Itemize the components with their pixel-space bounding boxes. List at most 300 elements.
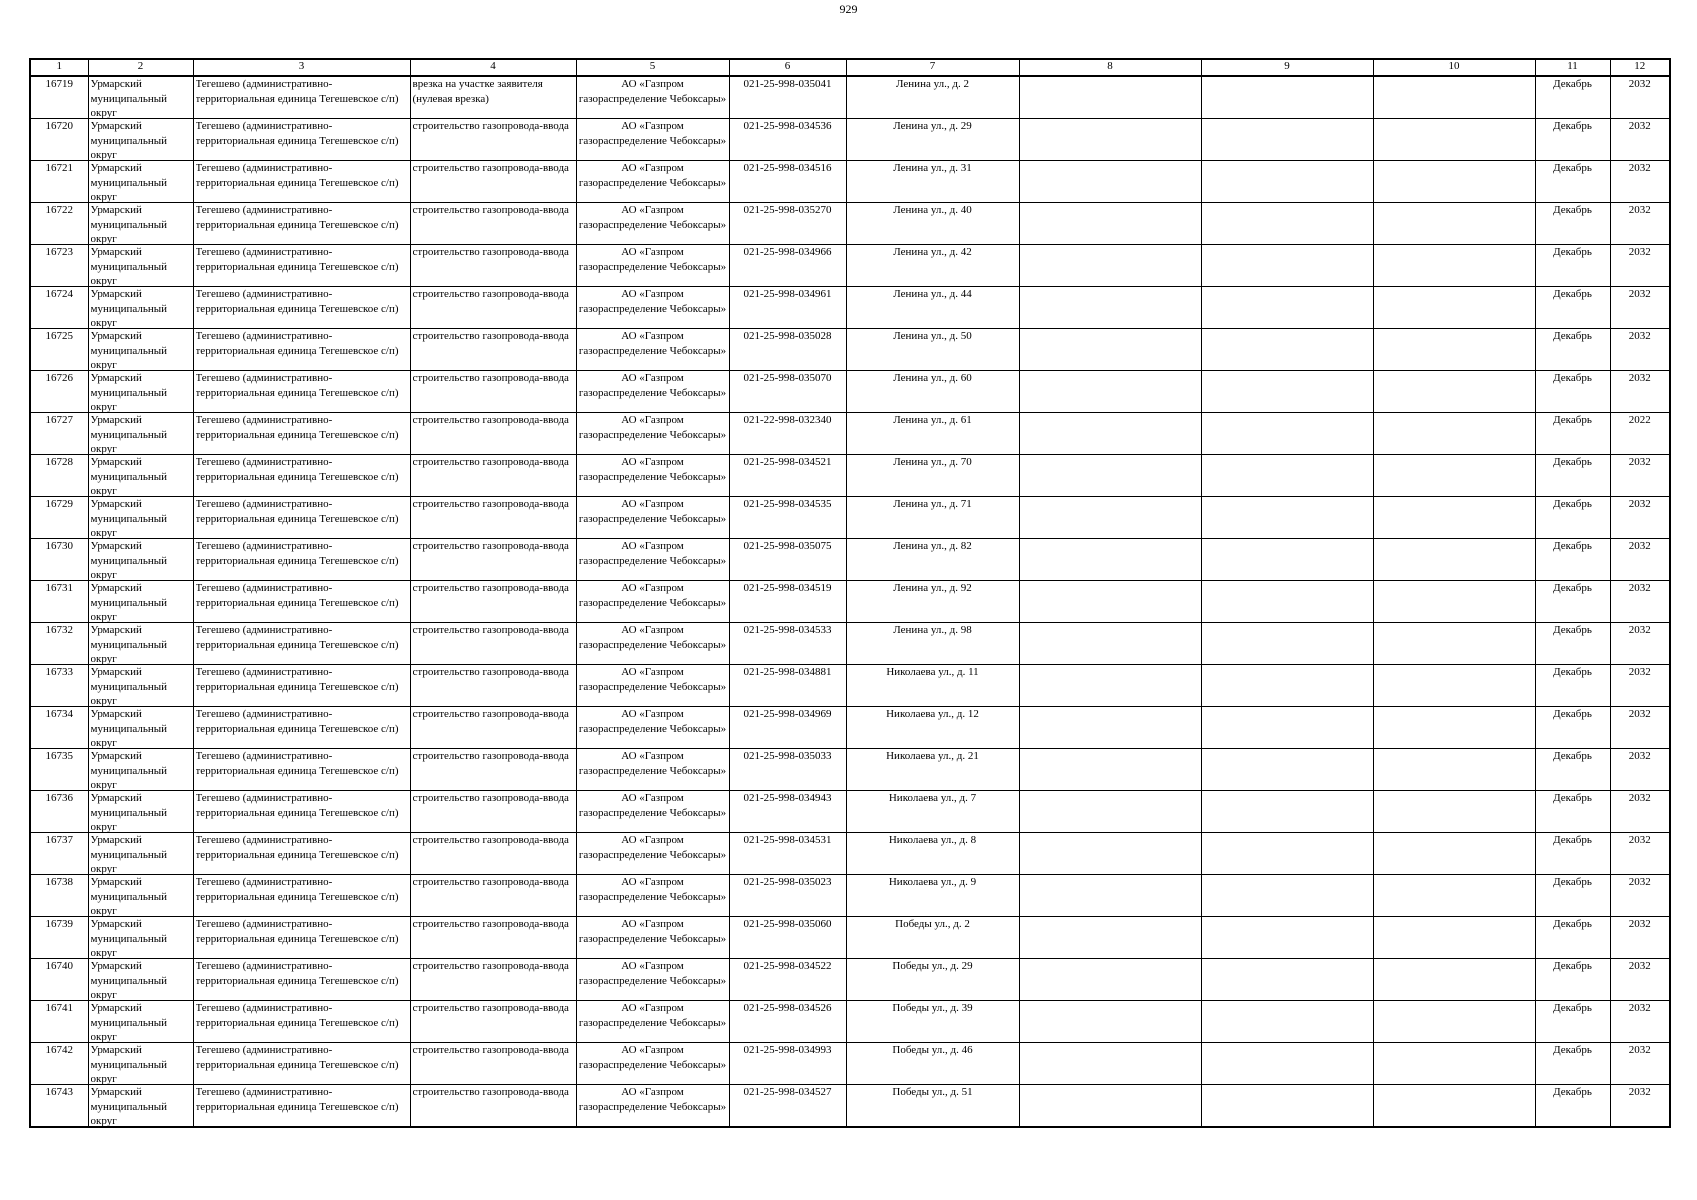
cell-district-text: Урмарский муниципальный округ	[90, 750, 168, 790]
cell-work-type	[410, 413, 576, 455]
cell-year-text: 2032	[1628, 708, 1651, 720]
cell-locality	[193, 203, 410, 245]
cell-work-type-text: строительство газопровода-ввода	[412, 960, 569, 972]
cell-month	[1535, 455, 1610, 497]
cell-code	[729, 329, 846, 371]
cell-col-10	[1373, 287, 1535, 329]
cell-district	[88, 581, 193, 623]
cell-month-text: Декабрь	[1553, 834, 1592, 846]
cell-year	[1610, 665, 1670, 707]
cell-number	[30, 455, 88, 497]
cell-col-10	[1373, 161, 1535, 203]
cell-address-text: Победы ул., д. 51	[892, 1086, 973, 1098]
cell-address	[846, 497, 1019, 539]
cell-year	[1610, 581, 1670, 623]
cell-col-10	[1373, 791, 1535, 833]
cell-month	[1535, 329, 1610, 371]
cell-year	[1610, 1001, 1670, 1043]
cell-col-10	[1373, 875, 1535, 917]
cell-organization-text: АО «Газпром газораспределение Чебоксары»	[578, 498, 727, 525]
cell-organization-text: АО «Газпром газораспределение Чебоксары»	[578, 330, 727, 357]
cell-locality-text: Тегешево (административно-территориальная единица Тегешевское с/п)	[195, 708, 399, 735]
cell-district	[88, 76, 193, 119]
column-header-5: 5	[576, 59, 729, 76]
cell-address-text: Николаева ул., д. 21	[886, 750, 979, 762]
cell-locality-text: Тегешево (административно-территориальная единица Тегешевское с/п)	[195, 162, 399, 189]
cell-year	[1610, 791, 1670, 833]
table-row	[30, 539, 1670, 581]
cell-district-text: Урмарский муниципальный округ	[90, 288, 168, 328]
cell-year-text: 2032	[1628, 750, 1651, 762]
cell-address	[846, 245, 1019, 287]
cell-year	[1610, 119, 1670, 161]
cell-month-text: Декабрь	[1553, 288, 1592, 300]
cell-month-text: Декабрь	[1553, 1044, 1592, 1056]
cell-locality-text: Тегешево (административно-территориальная единица Тегешевское с/п)	[195, 582, 399, 609]
cell-year	[1610, 455, 1670, 497]
cell-year-text: 2032	[1628, 876, 1651, 888]
table-row	[30, 833, 1670, 875]
cell-code-text: 021-25-998-034522	[743, 960, 832, 972]
cell-district	[88, 1043, 193, 1085]
cell-organization	[576, 833, 729, 875]
cell-address-text: Победы ул., д. 2	[895, 918, 970, 930]
cell-year	[1610, 1085, 1670, 1128]
cell-code-text: 021-25-998-035270	[743, 204, 832, 216]
cell-work-type	[410, 1085, 576, 1128]
cell-organization-text: АО «Газпром газораспределение Чебоксары»	[578, 540, 727, 567]
cell-work-type-text: строительство газопровода-ввода	[412, 708, 569, 720]
cell-number-text: 16741	[45, 1002, 73, 1014]
cell-code	[729, 875, 846, 917]
cell-work-type	[410, 76, 576, 119]
cell-code-text: 021-25-998-035070	[743, 372, 832, 384]
cell-district-text: Урмарский муниципальный округ	[90, 330, 168, 370]
cell-work-type-text: строительство газопровода-ввода	[412, 120, 569, 132]
cell-locality-text: Тегешево (административно-территориальная единица Тегешевское с/п)	[195, 456, 399, 483]
cell-address-text: Ленина ул., д. 40	[893, 204, 972, 216]
cell-locality-text: Тегешево (административно-территориальная единица Тегешевское с/п)	[195, 1086, 399, 1113]
cell-col-9	[1201, 1001, 1373, 1043]
cell-address	[846, 959, 1019, 1001]
cell-district-text: Урмарский муниципальный округ	[90, 78, 168, 118]
cell-col-10	[1373, 497, 1535, 539]
cell-address	[846, 203, 1019, 245]
cell-month-text: Декабрь	[1553, 78, 1592, 90]
cell-code-text: 021-25-998-034881	[743, 666, 832, 678]
cell-col-8	[1019, 917, 1201, 959]
cell-year	[1610, 959, 1670, 1001]
cell-address-text: Ленина ул., д. 98	[893, 624, 972, 636]
cell-year-text: 2032	[1628, 1002, 1651, 1014]
column-header-11: 11	[1535, 59, 1610, 76]
cell-number-text: 16726	[45, 372, 73, 384]
cell-number-text: 16722	[45, 204, 73, 216]
cell-address-text: Николаева ул., д. 9	[888, 876, 977, 888]
cell-code-text: 021-25-998-034536	[743, 120, 832, 132]
cell-year	[1610, 875, 1670, 917]
cell-code	[729, 1001, 846, 1043]
cell-code-text: 021-25-998-035060	[743, 918, 832, 930]
cell-locality	[193, 875, 410, 917]
cell-col-8	[1019, 833, 1201, 875]
table-row	[30, 665, 1670, 707]
cell-code-text: 021-25-998-035075	[743, 540, 832, 552]
cell-address-text: Ленина ул., д. 82	[893, 540, 972, 552]
cell-organization	[576, 76, 729, 119]
cell-work-type-text: строительство газопровода-ввода	[412, 540, 569, 552]
cell-organization	[576, 245, 729, 287]
cell-col-8	[1019, 749, 1201, 791]
cell-locality	[193, 623, 410, 665]
cell-district-text: Урмарский муниципальный округ	[90, 1044, 168, 1084]
cell-organization-text: АО «Газпром газораспределение Чебоксары»	[578, 918, 727, 945]
cell-work-type	[410, 539, 576, 581]
cell-number-text: 16725	[45, 330, 73, 342]
cell-col-10	[1373, 623, 1535, 665]
column-header-7: 7	[846, 59, 1019, 76]
cell-col-8	[1019, 623, 1201, 665]
cell-work-type	[410, 329, 576, 371]
cell-number	[30, 203, 88, 245]
cell-address-text: Николаева ул., д. 8	[888, 834, 977, 846]
cell-work-type-text: строительство газопровода-ввода	[412, 1044, 569, 1056]
cell-district	[88, 287, 193, 329]
cell-locality-text: Тегешево (административно-территориальная единица Тегешевское с/п)	[195, 372, 399, 399]
cell-month-text: Декабрь	[1553, 666, 1592, 678]
cell-district-text: Урмарский муниципальный округ	[90, 120, 168, 160]
cell-col-10	[1373, 749, 1535, 791]
cell-month	[1535, 917, 1610, 959]
cell-district	[88, 119, 193, 161]
cell-number-text: 16729	[45, 498, 73, 510]
table-row	[30, 245, 1670, 287]
cell-month-text: Декабрь	[1553, 372, 1592, 384]
cell-col-10	[1373, 119, 1535, 161]
cell-district	[88, 707, 193, 749]
cell-work-type	[410, 245, 576, 287]
cell-col-10	[1373, 371, 1535, 413]
cell-work-type	[410, 287, 576, 329]
cell-organization-text: АО «Газпром газораспределение Чебоксары»	[578, 162, 727, 189]
cell-col-9	[1201, 119, 1373, 161]
cell-year-text: 2032	[1628, 246, 1651, 258]
cell-col-9	[1201, 1085, 1373, 1128]
cell-organization	[576, 1085, 729, 1128]
cell-address	[846, 875, 1019, 917]
cell-code	[729, 623, 846, 665]
cell-col-8	[1019, 203, 1201, 245]
cell-number-text: 16724	[45, 288, 73, 300]
cell-number-text: 16719	[45, 78, 73, 90]
cell-col-8	[1019, 707, 1201, 749]
cell-locality-text: Тегешево (административно-территориальная единица Тегешевское с/п)	[195, 288, 399, 315]
cell-month-text: Декабрь	[1553, 792, 1592, 804]
cell-number-text: 16727	[45, 414, 73, 426]
cell-code	[729, 287, 846, 329]
cell-district-text: Урмарский муниципальный округ	[90, 666, 168, 706]
cell-code-text: 021-25-998-035033	[743, 750, 832, 762]
cell-code	[729, 203, 846, 245]
cell-organization-text: АО «Газпром газораспределение Чебоксары»	[578, 1044, 727, 1071]
cell-organization	[576, 959, 729, 1001]
cell-organization	[576, 749, 729, 791]
cell-district-text: Урмарский муниципальный округ	[90, 162, 168, 202]
cell-code-text: 021-25-998-034943	[743, 792, 832, 804]
cell-address-text: Ленина ул., д. 60	[893, 372, 972, 384]
cell-organization-text: АО «Газпром газораспределение Чебоксары»	[578, 1086, 727, 1113]
cell-work-type	[410, 833, 576, 875]
cell-number	[30, 76, 88, 119]
cell-code-text: 021-25-998-034531	[743, 834, 832, 846]
cell-district	[88, 413, 193, 455]
cell-organization-text: АО «Газпром газораспределение Чебоксары»	[578, 288, 727, 315]
cell-district	[88, 245, 193, 287]
cell-col-10	[1373, 833, 1535, 875]
cell-year-text: 2032	[1628, 540, 1651, 552]
cell-locality-text: Тегешево (административно-территориальная единица Тегешевское с/п)	[195, 1002, 399, 1029]
cell-address	[846, 1085, 1019, 1128]
cell-organization	[576, 455, 729, 497]
cell-number	[30, 539, 88, 581]
cell-address	[846, 581, 1019, 623]
cell-month-text: Декабрь	[1553, 960, 1592, 972]
cell-code-text: 021-25-998-034519	[743, 582, 832, 594]
cell-district	[88, 623, 193, 665]
cell-number-text: 16720	[45, 120, 73, 132]
cell-year	[1610, 287, 1670, 329]
cell-organization-text: АО «Газпром газораспределение Чебоксары»	[578, 78, 727, 105]
cell-code	[729, 161, 846, 203]
cell-organization-text: АО «Газпром газораспределение Чебоксары»	[578, 372, 727, 399]
cell-month	[1535, 245, 1610, 287]
cell-col-8	[1019, 371, 1201, 413]
cell-code-text: 021-25-998-034993	[743, 1044, 832, 1056]
cell-month-text: Декабрь	[1553, 414, 1592, 426]
cell-organization-text: АО «Газпром газораспределение Чебоксары»	[578, 456, 727, 483]
cell-month	[1535, 875, 1610, 917]
cell-locality-text: Тегешево (административно-территориальная единица Тегешевское с/п)	[195, 792, 399, 819]
cell-code	[729, 119, 846, 161]
cell-code-text: 021-22-998-032340	[743, 414, 832, 426]
cell-work-type	[410, 119, 576, 161]
cell-number-text: 16721	[45, 162, 73, 174]
column-header-3: 3	[193, 59, 410, 76]
cell-organization-text: АО «Газпром газораспределение Чебоксары»	[578, 708, 727, 735]
cell-locality	[193, 287, 410, 329]
cell-work-type-text: строительство газопровода-ввода	[412, 1002, 569, 1014]
table-body	[30, 76, 1670, 1127]
cell-address	[846, 329, 1019, 371]
cell-locality-text: Тегешево (административно-территориальная единица Тегешевское с/п)	[195, 960, 399, 987]
cell-number-text: 16737	[45, 834, 73, 846]
cell-number-text: 16743	[45, 1086, 73, 1098]
cell-address-text: Ленина ул., д. 71	[893, 498, 972, 510]
cell-col-8	[1019, 581, 1201, 623]
cell-work-type-text: строительство газопровода-ввода	[412, 372, 569, 384]
cell-number	[30, 707, 88, 749]
cell-work-type-text: строительство газопровода-ввода	[412, 246, 569, 258]
cell-month-text: Декабрь	[1553, 456, 1592, 468]
column-header-9: 9	[1201, 59, 1373, 76]
cell-code	[729, 749, 846, 791]
cell-col-8	[1019, 245, 1201, 287]
cell-month	[1535, 119, 1610, 161]
cell-col-9	[1201, 203, 1373, 245]
cell-month-text: Декабрь	[1553, 876, 1592, 888]
cell-district-text: Урмарский муниципальный округ	[90, 414, 168, 454]
cell-col-10	[1373, 1001, 1535, 1043]
cell-locality	[193, 833, 410, 875]
cell-work-type-text: строительство газопровода-ввода	[412, 204, 569, 216]
cell-organization-text: АО «Газпром газораспределение Чебоксары»	[578, 582, 727, 609]
cell-locality	[193, 917, 410, 959]
cell-locality	[193, 539, 410, 581]
table-row	[30, 287, 1670, 329]
cell-work-type-text: строительство газопровода-ввода	[412, 834, 569, 846]
cell-code	[729, 76, 846, 119]
cell-month-text: Декабрь	[1553, 918, 1592, 930]
cell-number	[30, 665, 88, 707]
cell-month	[1535, 287, 1610, 329]
cell-organization-text: АО «Газпром газораспределение Чебоксары»	[578, 750, 727, 777]
cell-district	[88, 203, 193, 245]
cell-code	[729, 581, 846, 623]
cell-district	[88, 875, 193, 917]
cell-col-9	[1201, 371, 1373, 413]
cell-year-text: 2032	[1628, 78, 1651, 90]
cell-month-text: Декабрь	[1553, 540, 1592, 552]
cell-organization	[576, 623, 729, 665]
cell-code	[729, 959, 846, 1001]
cell-locality	[193, 245, 410, 287]
cell-district-text: Урмарский муниципальный округ	[90, 792, 168, 832]
cell-work-type	[410, 665, 576, 707]
cell-col-8	[1019, 959, 1201, 1001]
cell-month-text: Декабрь	[1553, 750, 1592, 762]
cell-district	[88, 749, 193, 791]
cell-month	[1535, 749, 1610, 791]
cell-number	[30, 497, 88, 539]
cell-locality-text: Тегешево (административно-территориальная единица Тегешевское с/п)	[195, 666, 399, 693]
cell-number-text: 16740	[45, 960, 73, 972]
cell-number-text: 16739	[45, 918, 73, 930]
cell-locality-text: Тегешево (административно-территориальная единица Тегешевское с/п)	[195, 624, 399, 651]
cell-address-text: Ленина ул., д. 29	[893, 120, 972, 132]
cell-organization-text: АО «Газпром газораспределение Чебоксары»	[578, 1002, 727, 1029]
cell-code	[729, 665, 846, 707]
cell-locality-text: Тегешево (административно-территориальная единица Тегешевское с/п)	[195, 750, 399, 777]
cell-code	[729, 413, 846, 455]
cell-col-8	[1019, 1085, 1201, 1128]
cell-col-9	[1201, 245, 1373, 287]
cell-code-text: 021-25-998-034535	[743, 498, 832, 510]
cell-organization	[576, 329, 729, 371]
table-row	[30, 917, 1670, 959]
cell-district	[88, 539, 193, 581]
cell-locality	[193, 1001, 410, 1043]
column-header-12: 12	[1610, 59, 1670, 76]
cell-code	[729, 791, 846, 833]
cell-district-text: Урмарский муниципальный округ	[90, 456, 168, 496]
page-number: 929	[839, 2, 858, 16]
cell-number	[30, 791, 88, 833]
cell-month-text: Декабрь	[1553, 1086, 1592, 1098]
cell-locality	[193, 76, 410, 119]
cell-number-text: 16734	[45, 708, 73, 720]
cell-address	[846, 76, 1019, 119]
cell-organization	[576, 413, 729, 455]
cell-number	[30, 959, 88, 1001]
cell-col-10	[1373, 245, 1535, 287]
cell-code-text: 021-25-998-034969	[743, 708, 832, 720]
cell-locality	[193, 791, 410, 833]
cell-month	[1535, 76, 1610, 119]
cell-district-text: Урмарский муниципальный округ	[90, 876, 168, 916]
cell-address	[846, 833, 1019, 875]
cell-col-10	[1373, 329, 1535, 371]
cell-year-text: 2032	[1628, 288, 1651, 300]
cell-locality	[193, 749, 410, 791]
cell-district-text: Урмарский муниципальный округ	[90, 1002, 168, 1042]
cell-month-text: Декабрь	[1553, 498, 1592, 510]
cell-year-text: 2032	[1628, 162, 1651, 174]
cell-year	[1610, 413, 1670, 455]
cell-work-type	[410, 707, 576, 749]
cell-address	[846, 623, 1019, 665]
cell-work-type	[410, 497, 576, 539]
cell-district-text: Урмарский муниципальный округ	[90, 708, 168, 748]
cell-locality-text: Тегешево (административно-территориальная единица Тегешевское с/п)	[195, 246, 399, 273]
cell-year-text: 2032	[1628, 1044, 1651, 1056]
gasification-table	[29, 58, 1671, 1128]
cell-col-9	[1201, 791, 1373, 833]
cell-organization	[576, 791, 729, 833]
table-row	[30, 203, 1670, 245]
cell-col-10	[1373, 539, 1535, 581]
cell-number-text: 16728	[45, 456, 73, 468]
cell-address	[846, 1001, 1019, 1043]
cell-work-type-text: строительство газопровода-ввода	[412, 498, 569, 510]
cell-work-type	[410, 917, 576, 959]
cell-year-text: 2032	[1628, 204, 1651, 216]
cell-year-text: 2032	[1628, 624, 1651, 636]
cell-code-text: 021-25-998-034966	[743, 246, 832, 258]
cell-work-type-text: строительство газопровода-ввода	[412, 330, 569, 342]
cell-month-text: Декабрь	[1553, 162, 1592, 174]
cell-organization-text: АО «Газпром газораспределение Чебоксары»	[578, 204, 727, 231]
cell-organization-text: АО «Газпром газораспределение Чебоксары»	[578, 960, 727, 987]
cell-month-text: Декабрь	[1553, 624, 1592, 636]
header-row	[30, 59, 1670, 76]
cell-col-8	[1019, 665, 1201, 707]
cell-organization	[576, 371, 729, 413]
cell-col-8	[1019, 413, 1201, 455]
cell-organization	[576, 161, 729, 203]
table-row	[30, 161, 1670, 203]
column-header-6: 6	[729, 59, 846, 76]
cell-organization-text: АО «Газпром газораспределение Чебоксары»	[578, 246, 727, 273]
cell-address-text: Ленина ул., д. 44	[893, 288, 972, 300]
cell-code-text: 021-25-998-034527	[743, 1086, 832, 1098]
cell-month	[1535, 581, 1610, 623]
cell-work-type-text: строительство газопровода-ввода	[412, 1086, 569, 1098]
cell-number-text: 16730	[45, 540, 73, 552]
table-row	[30, 455, 1670, 497]
cell-number	[30, 329, 88, 371]
cell-district	[88, 371, 193, 413]
cell-number	[30, 413, 88, 455]
